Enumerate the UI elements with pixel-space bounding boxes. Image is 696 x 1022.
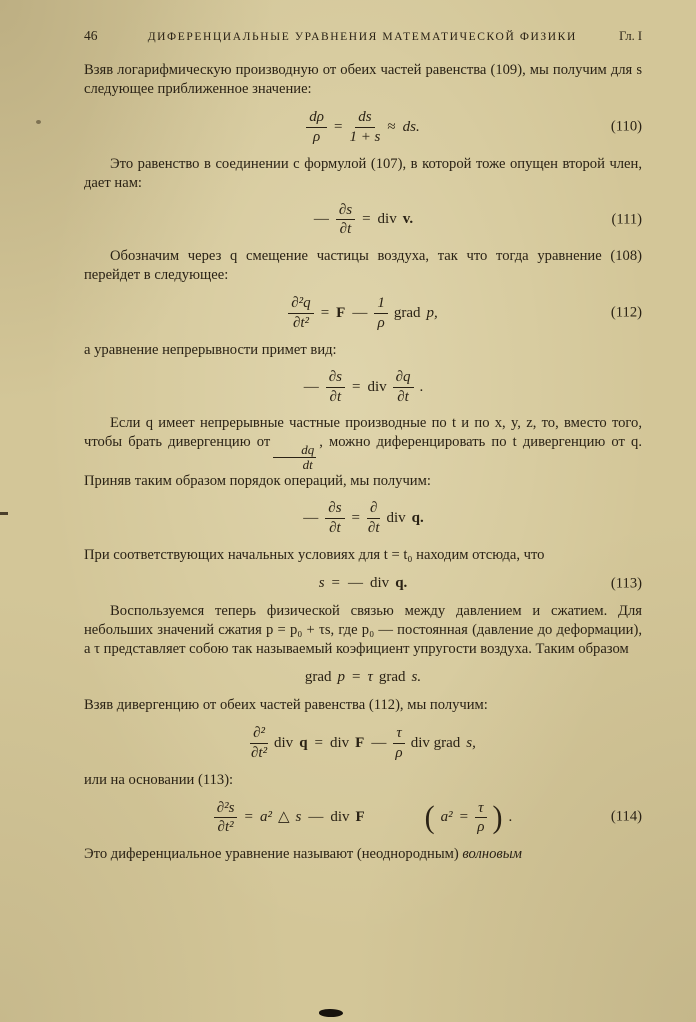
chapter-label: Гл. I (619, 29, 642, 43)
equation-body: $\frac{d\rho}{\rho}$ = $\frac{ds}{1 + s}$ ≈ ds. (306, 109, 419, 146)
fraction: $\frac{d\rho}{\rho}$ (306, 109, 327, 146)
page-number: 46 (84, 28, 98, 43)
equation-body: $\frac{\text{∂²}}{\text{∂t²}}$ div q = div F — $\frac{\tau}{\rho}$ div grad s, (251, 725, 476, 761)
paper-stain (36, 120, 41, 124)
equation-body: grad p = τ grad s. (304, 669, 422, 686)
fraction: $\frac{\partial q}{\partial t}$ (393, 369, 414, 406)
paragraph-6: При соответствующих начальных условиях для t = t₀ находим отсюда, что (84, 547, 545, 564)
paragraph-5 (84, 414, 642, 491)
equation-113 (84, 574, 642, 593)
equation-grad-relation (84, 668, 642, 687)
paragraph-3: Обозначим через q смещение частицы воздуха, так что тогда уравнение (108) перейдет в следующее: (84, 248, 642, 284)
paragraph-10-text: Это диференциальное уравнение называют (неоднородным) (84, 846, 459, 863)
paragraph-8: Взяв дивергенцию от обеих частей равенства (112), мы получим: (84, 697, 488, 714)
paragraph-5-text-b: , можно диференцировать по t дивергенцию от q. Приняв таким образом порядок операций, мы получим: (84, 434, 642, 490)
fraction: $\frac{\partial}{\partial t}$ (367, 500, 380, 537)
fraction: $\frac{\text{∂²}}{\text{∂t²}}$ (251, 725, 268, 761)
paragraph-4: а уравнение непрерывности примет вид: (84, 341, 337, 358)
fraction: $\frac{\text{∂²s}}{\text{∂t²}}$ (214, 800, 238, 837)
equation-111 (84, 202, 642, 239)
equation-body: $\frac{\text{∂²s}}{\text{∂t²}}$ = a² △ s — div F ( a² = $\frac{\tau}{\rho}$ ) . (214, 800, 513, 837)
italic-term: волновым (462, 846, 522, 863)
equation-112 (84, 294, 642, 332)
paragraph-9: или на основании (113): (84, 771, 234, 788)
fraction: $\frac{\partial s}{\partial t}$ (325, 500, 344, 537)
equation-number: (110) (610, 118, 642, 135)
fraction: $\frac{ds}{1 + s}$ (349, 109, 381, 145)
equation-number: (114) (610, 808, 642, 825)
paragraph-10 (84, 845, 642, 864)
equation-number: (111) (611, 211, 642, 228)
paragraph-5-text-a: Если q имеет непрерывные частные производные по t и по x, y, z, то, вместо того, чтобы брать дивергенцию от (84, 415, 642, 451)
equation-continuity (84, 369, 642, 406)
equation-114 (84, 799, 642, 837)
open-paren: ( (424, 800, 435, 835)
equation-110 (84, 108, 642, 146)
fraction: $\frac{\partial s}{\partial t}$ (336, 202, 355, 239)
laplacian-symbol: △ (277, 809, 290, 826)
equation-body: — $\frac{\partial s}{\partial t}$ = $\frac{\partial}{\partial t}$ div q. (303, 500, 424, 537)
fraction: $\frac{\tau}{\rho}$ (393, 725, 404, 762)
close-paren: ) (492, 800, 503, 835)
fraction: $\frac{\tau}{\rho}$ (475, 800, 486, 837)
equation-order-swap (84, 500, 642, 537)
equation-number: (112) (610, 304, 642, 321)
paragraph-2: Это равенство в соединении с формулой (107), в которой тоже опущен второй член, дает нам: (84, 155, 642, 191)
inline-fraction: $\frac{dq}{dt}$ (273, 443, 316, 472)
equation-div-of-112 (84, 724, 642, 762)
paragraph-7: Воспользуемся теперь физической связью между давлением и сжатием. Для небольших значений сжатия p = p₀ + τs, где p₀ — постоянная (давление до деформации), а τ представляет собою так называемый коэфициент упругости воздуха. Таким образом (84, 603, 642, 658)
page-edge-mark (0, 512, 8, 515)
fraction: $\frac{\partial s}{\partial t}$ (326, 369, 345, 406)
fraction: $\frac{1}{\rho}$ (374, 295, 388, 332)
fraction: $\frac{\text{∂²q}}{\text{∂t²}}$ (288, 295, 313, 332)
running-title: ДИФЕРЕНЦИАЛЬНЫЕ УРАВНЕНИЯ МАТЕМАТИЧЕСКОЙ ФИЗИКИ (147, 31, 577, 43)
equation-body: s = — div q. (318, 575, 408, 592)
ink-smudge (319, 1009, 343, 1017)
equation-body: $\frac{\text{∂²q}}{\text{∂t²}}$ = F — $\frac{1}{\rho}$ grad p, (288, 295, 437, 332)
page-header (84, 26, 642, 47)
paragraph-1: Взяв логарифмическую производную от обеих частей равенства (109), мы получим для s следующее приближенное значение: (84, 62, 642, 97)
equation-number: (113) (610, 575, 642, 592)
equation-body: — $\frac{\partial s}{\partial t}$ = div $\frac{\partial q}{\partial t}$ . (303, 368, 424, 405)
equation-body: — $\frac{\partial s}{\partial t}$ = div v. (313, 201, 414, 238)
